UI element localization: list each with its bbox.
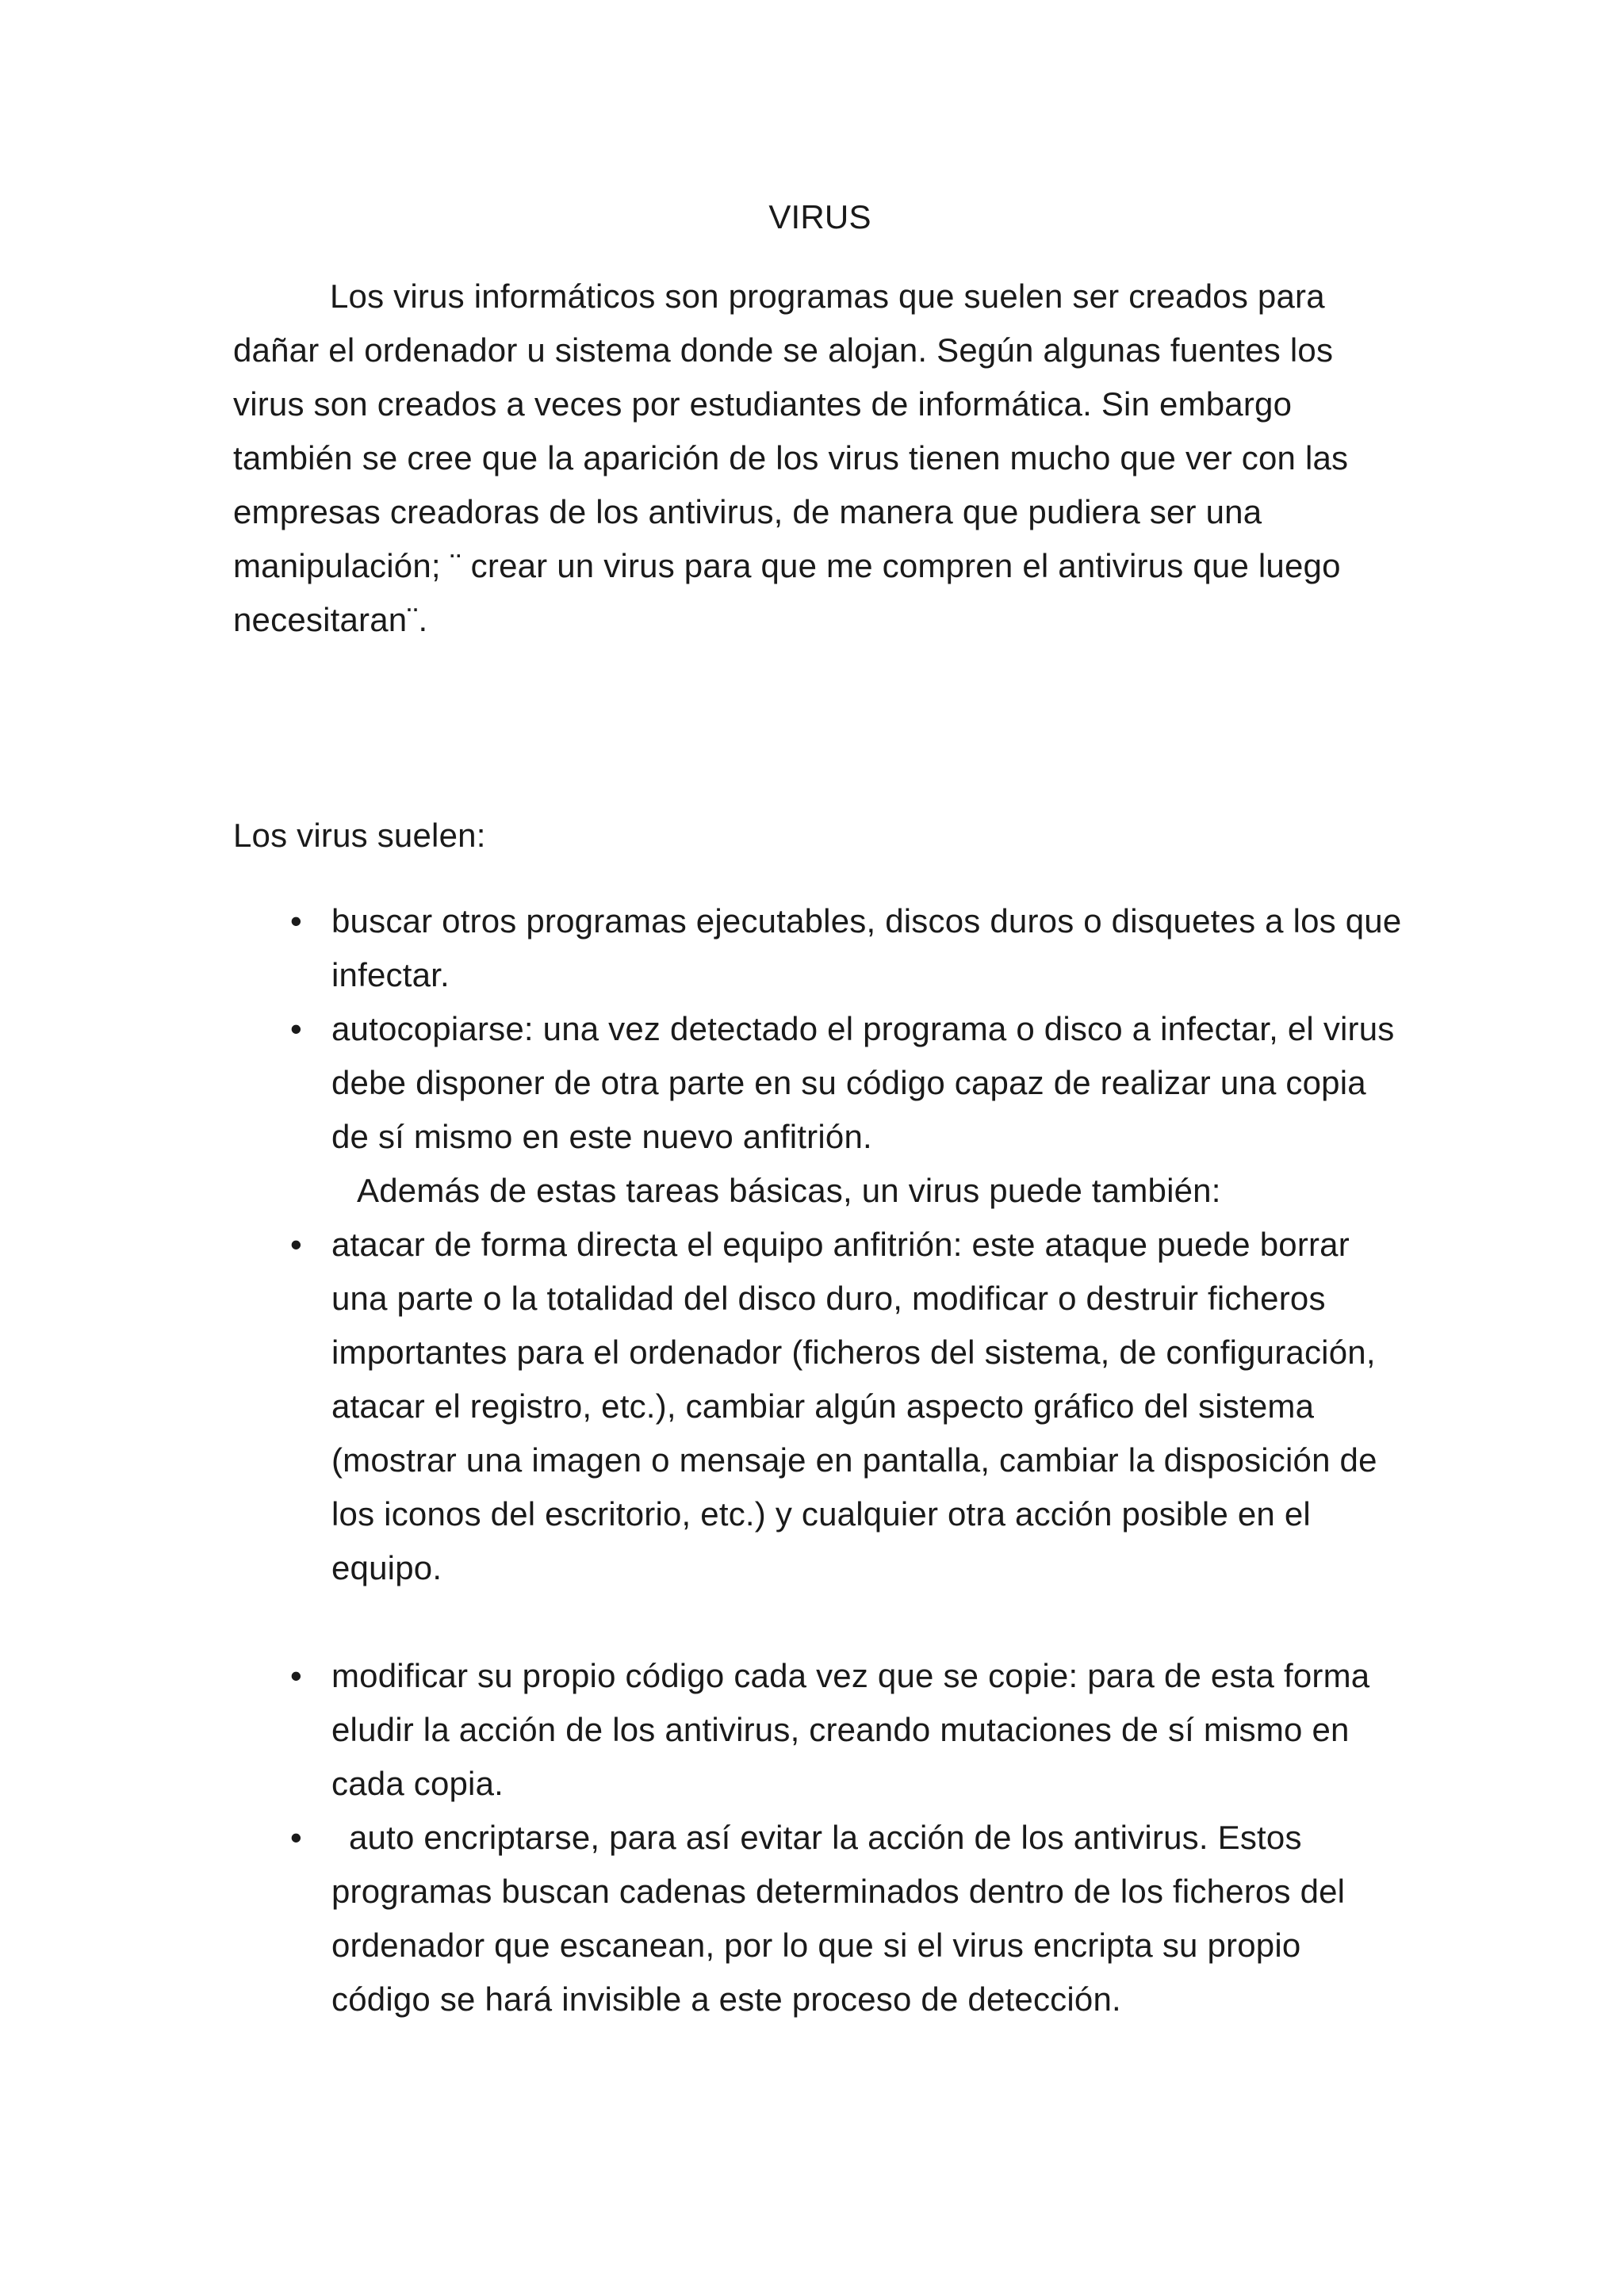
list-item bbox=[233, 1649, 1407, 1811]
list-item-text: atacar de forma directa el equipo anfitrión: este ataque puede borrar una parte o la totalidad del disco duro, modificar o destruir ficheros importantes para el ordenador (ficheros del sistema, de configuración, atacar el registro, etc.), cambiar algún aspecto gráfico del sistema (mostrar una imagen o mensaje en pantalla, cambiar la disposición de los iconos del escritorio, etc.) y cualquier otra acción posible en el equipo. bbox=[331, 1226, 1377, 1586]
list-item bbox=[233, 1811, 1407, 2026]
list-heading: Los virus suelen: bbox=[233, 817, 486, 854]
intro-paragraph: Los virus informáticos son programas que suelen ser creados para dañar el ordenador u sistema donde se alojan. Según algunas fuentes los virus son creados a veces por estudiantes de informática. Sin embargo también se cree que la aparición de los virus tienen mucho que ver con las empresas creadoras de los antivirus, de manera que pudiera ser una manipulación; ¨ crear un virus para que me compren el antivirus que luego necesitaran¨. bbox=[233, 277, 1349, 638]
bullet-list bbox=[233, 894, 1407, 1164]
bullet-list-extra bbox=[233, 1218, 1407, 2026]
bullet-icon: • bbox=[290, 1226, 302, 1263]
list-item bbox=[233, 1218, 1407, 1595]
list-item-text: auto encriptarse, para así evitar la acción de los antivirus. Estos programas buscan cadenas determinados dentro de los ficheros del ordenador que escanean, por lo que si el virus encripta su propio código se hará invisible a este proceso de detección. bbox=[331, 1819, 1346, 2018]
bullet-icon: • bbox=[290, 1657, 302, 1694]
list-item-text: buscar otros programas ejecutables, discos duros o disquetes a los que infectar. bbox=[331, 902, 1402, 993]
bullet-icon: • bbox=[290, 1819, 302, 1856]
list-item-text: modificar su propio código cada vez que se copie: para de esta forma eludir la acción de los antivirus, creando mutaciones de sí mismo en cada copia. bbox=[331, 1657, 1370, 1802]
list-item bbox=[233, 894, 1407, 1002]
list-item-text: autocopiarse: una vez detectado el programa o disco a infectar, el virus debe disponer de otra parte en su código capaz de realizar una copia de sí mismo en este nuevo anfitrión. bbox=[331, 1010, 1395, 1155]
list-note: Además de estas tareas básicas, un virus puede también: bbox=[357, 1172, 1221, 1209]
list-item bbox=[233, 1002, 1407, 1164]
document-body bbox=[233, 190, 1407, 2026]
bullet-icon: • bbox=[290, 1010, 302, 1047]
page-title: VIRUS bbox=[768, 198, 871, 235]
bullet-icon: • bbox=[290, 902, 302, 939]
